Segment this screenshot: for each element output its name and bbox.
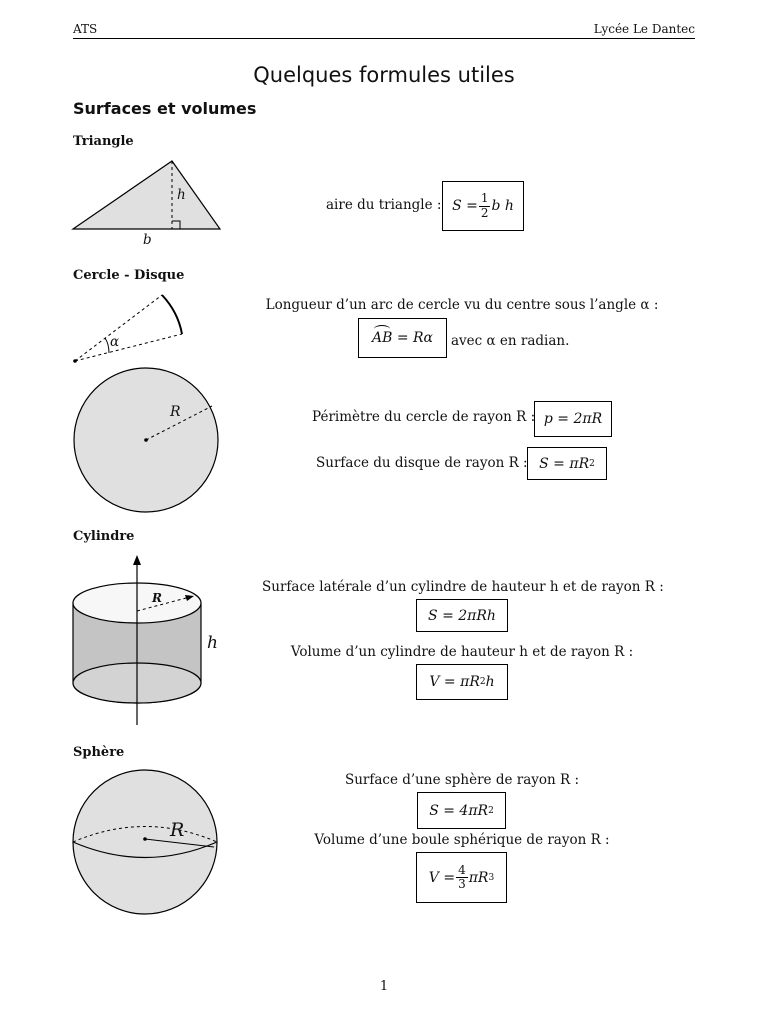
sphere-label-R: R	[170, 819, 185, 841]
section-title: Surfaces et volumes	[73, 99, 257, 118]
header-rule	[73, 38, 695, 39]
sphere-surface-formula-box: S = 4πR 2	[417, 792, 506, 829]
disk-label-R: R	[170, 404, 181, 420]
perimeter-formula-box: p = 2πR	[534, 401, 612, 437]
sphere-fraction: $\frac{4}{3}$	[458, 862, 466, 891]
sphere-heading: Sphère	[73, 745, 125, 760]
arc-label-alpha: α	[110, 334, 120, 350]
arc-length-text: Longueur d’un arc de cercle vu du centre sous l’angle α :	[265, 297, 659, 313]
arc-figure	[70, 290, 190, 370]
triangle-formula-label: aire du triangle :	[326, 197, 442, 213]
cylinder-label-h: h	[207, 633, 218, 653]
cylinder-lateral-formula-box: S = 2πRh	[416, 599, 508, 632]
cylinder-volume-formula-box: V = πR 2 h	[416, 664, 508, 700]
cylinder-label-R: R	[152, 591, 162, 605]
cylinder-volume-text: Volume d’un cylindre de hauteur h et de rayon R :	[290, 644, 634, 660]
disk-surface-text: Surface du disque de rayon R :	[316, 455, 528, 471]
disk-surface-formula-box: S = πR 2	[527, 447, 607, 480]
triangle-heading: Triangle	[73, 134, 134, 149]
cylinder-lateral-text: Surface latérale d’un cylindre de hauteur h et de rayon R :	[262, 579, 664, 595]
arc-formula-suffix: avec α en radian.	[451, 333, 570, 349]
circle-heading: Cercle - Disque	[73, 268, 185, 283]
header-left: ATS	[73, 22, 98, 36]
disk-figure	[72, 368, 222, 512]
page-number: 1	[379, 979, 389, 994]
triangle-label-b: b	[143, 232, 152, 248]
sphere-volume-text: Volume d’une boule sphérique de rayon R :	[314, 832, 610, 848]
arc-formula-arc: AB	[372, 330, 392, 346]
sphere-figure	[72, 769, 222, 915]
sphere-volume-formula-box: V = $\frac{4}{3}$ πR 3	[416, 852, 507, 903]
cylinder-heading: Cylindre	[73, 529, 135, 544]
triangle-formula-box: S = $\frac{1}{2}$ b h	[442, 181, 524, 231]
perimeter-text: Périmètre du cercle de rayon R :	[312, 409, 536, 425]
triangle-label-h: h	[177, 187, 186, 203]
arc-formula-box: AB = Rα	[358, 318, 447, 358]
header-right: Lycée Le Dantec	[593, 22, 695, 36]
triangle-fraction: $\frac{1}{2}$	[480, 191, 489, 220]
sphere-surface-text: Surface d’une sphère de rayon R :	[344, 772, 580, 788]
cylinder-figure	[70, 553, 230, 728]
page-title: Quelques formules utiles	[253, 63, 515, 87]
triangle-figure	[70, 157, 230, 242]
